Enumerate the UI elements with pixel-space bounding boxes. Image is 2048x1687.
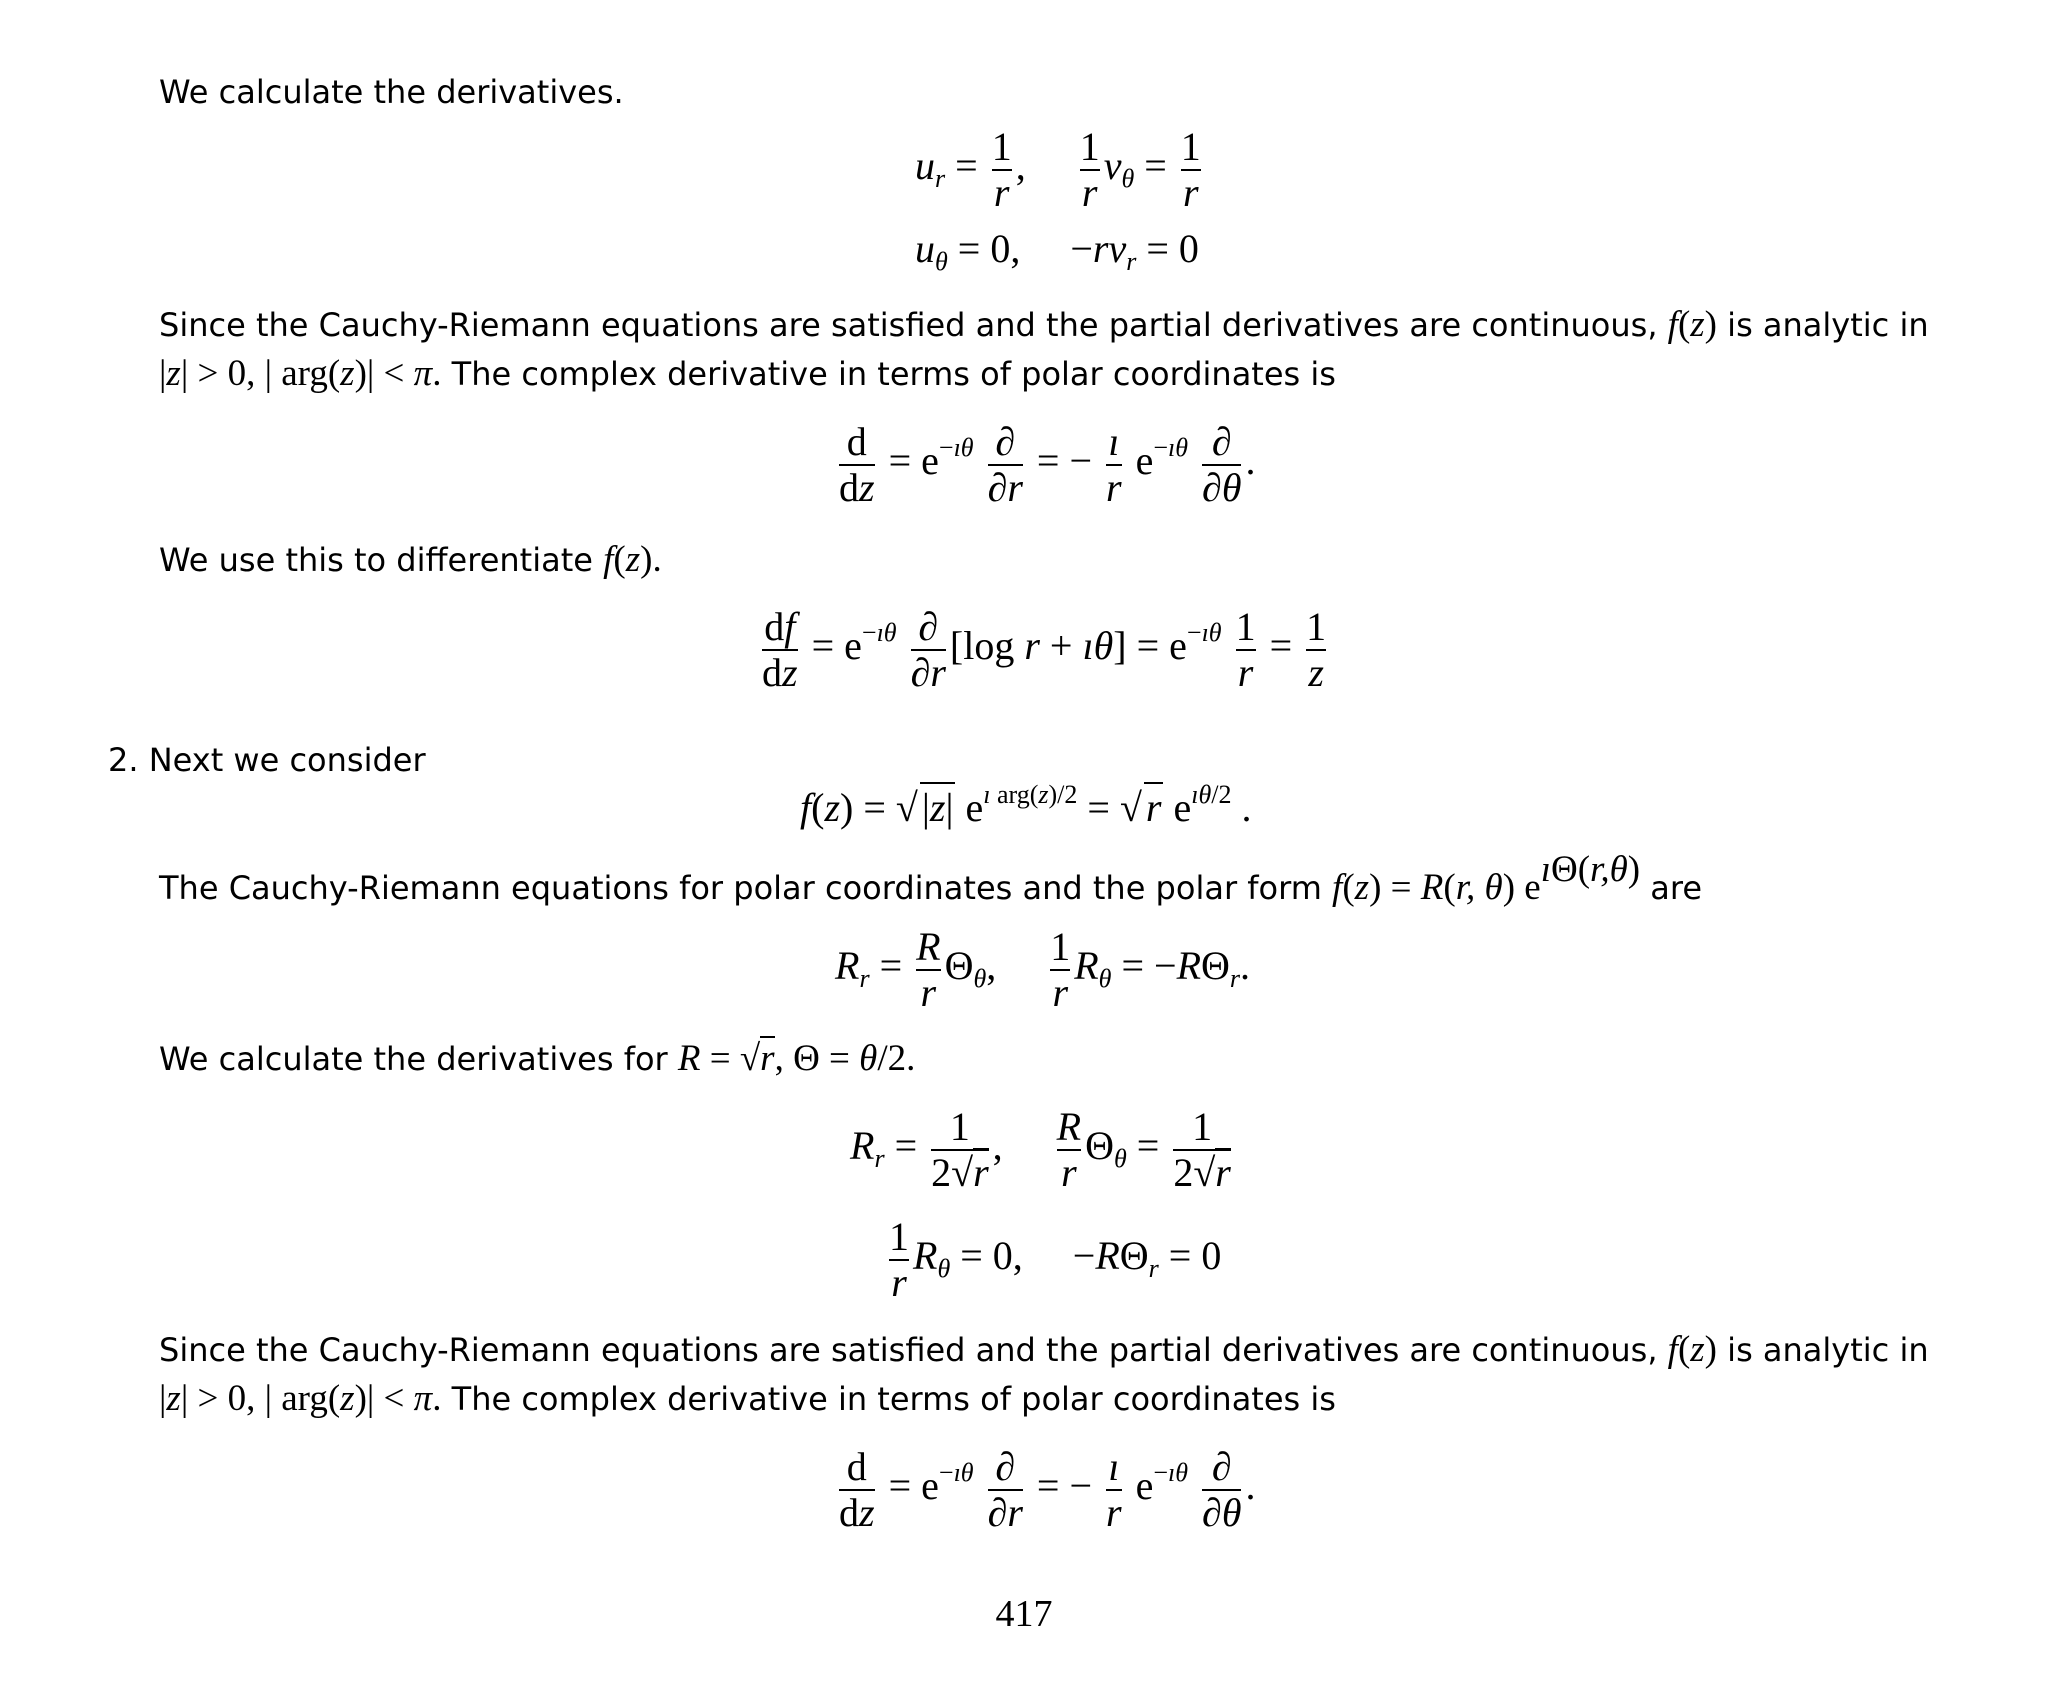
equation-ur-vtheta: $u_r$ = $\frac{1}{r}$ , $\frac{1}{r}$ $v_\theta$ = $\frac{1}{r}$ — [915, 124, 1201, 215]
equation-complex-derivative-1: $\frac{d}{dz}$ = $e^{-ı\theta}$ $\frac{\partial}{\partial r}$ = − $\frac{ı}{r}$ $e^{-ı\theta}$ $\frac{\partial}{\partial\theta}$ . — [839, 419, 1256, 510]
paragraph-differentiate: We use this to differentiate f(z). — [159, 539, 662, 580]
equation-df-dz: $\frac{df}{dz}$ = $e^{-ı\theta}$ $\frac{\partial}{\partial r}$ [log r + ıθ] = $e^{-ı\theta}$ $\frac{1}{r}$ = $\frac{1}{z}$ — [762, 604, 1327, 695]
page-number: 417 — [995, 1593, 1053, 1635]
equation-utheta-vr: $u_\theta = 0$, $-rv_r = 0$ — [915, 226, 1199, 276]
paragraph-polar-form: The Cauchy-Riemann equations for polar coordinates and the polar form f(z) = R(r, θ) $e^{ı\Theta(r,\theta)}$ are — [159, 849, 1702, 908]
equation-complex-derivative-2: $\frac{d}{dz}$ = $e^{-ı\theta}$ $\frac{\partial}{\partial r}$ = − $\frac{ı}{r}$ $e^{-ı\theta}$ $\frac{\partial}{\partial\theta}$ . — [839, 1444, 1256, 1535]
equation-f-sqrt: f(z) = √ |z| $e^{ı arg(z)/2}$ = √ r $e^{ı\theta/2}$ . — [800, 780, 1252, 830]
equation-Rr-Rtheta: $R_r$ = $\frac{1}{2√r}$ , $\frac{R}{r}$ $\Theta_\theta$ = $\frac{1}{2√r}$ — [850, 1104, 1231, 1195]
list-item-2: 2. Next we consider — [108, 741, 426, 779]
equation-Rtheta-zero: $\frac{1}{r}$ $R_\theta = 0$, $-R\Theta_r = 0$ — [889, 1214, 1222, 1305]
paragraph-cauchy-riemann-1: Since the Cauchy-Riemann equations are satisfied and the partial derivatives are continuous, f(z) is analytic in — [159, 304, 1929, 345]
paragraph-cauchy-riemann-2: Since the Cauchy-Riemann equations are satisfied and the partial derivatives are continuous, f(z) is analytic in — [159, 1329, 1929, 1370]
paragraph-cauchy-riemann-1-line2: |z| > 0, | arg(z)| < π. The complex derivative in terms of polar coordinates is — [159, 353, 1336, 394]
paragraph-cauchy-riemann-2-line2: |z| > 0, | arg(z)| < π. The complex derivative in terms of polar coordinates is — [159, 1378, 1336, 1419]
paragraph-calc-derivatives-R: We calculate the derivatives for R = √r, Θ = θ/2. — [159, 1038, 916, 1079]
list-item-number: 2. — [108, 741, 139, 779]
equation-R-cauchy-riemann: $R_r$ = $\frac{R}{r}$ $\Theta_\theta$, $\frac{1}{r}$ $R_\theta = -R\Theta_r$. — [835, 924, 1251, 1015]
paragraph-calc-derivatives: We calculate the derivatives. — [159, 73, 624, 111]
